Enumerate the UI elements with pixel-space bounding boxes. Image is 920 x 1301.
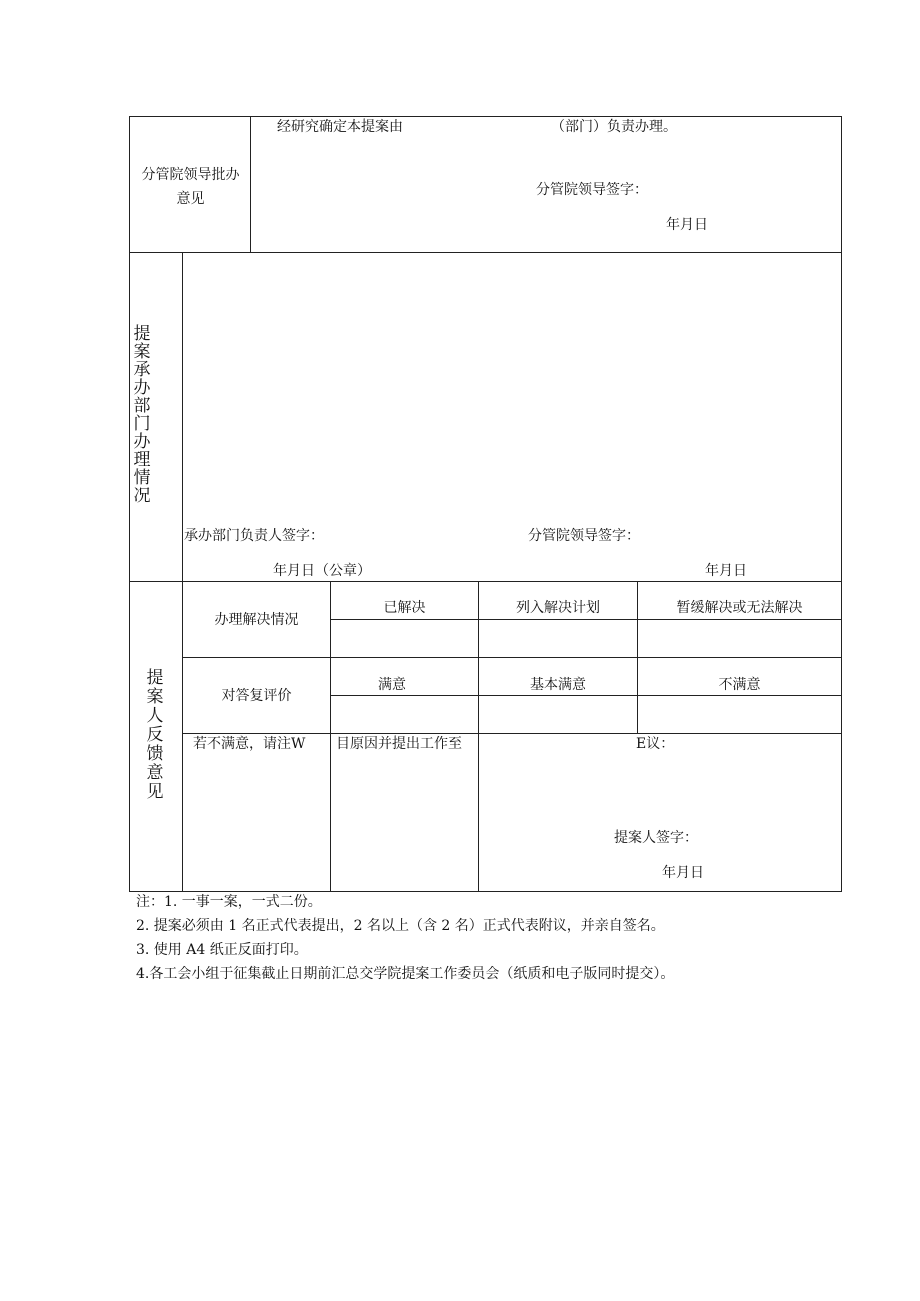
date-seal-label: 年月日（公章） <box>273 563 371 579</box>
row-divider <box>182 657 842 658</box>
table-border-left <box>129 116 130 892</box>
evaluation-checkbox-cell[interactable] <box>479 696 637 733</box>
column-divider <box>250 116 251 253</box>
evaluation-label: 对答复评价 <box>221 688 292 704</box>
date-label: 年月日 <box>666 217 708 233</box>
section-label-vertical: 提 案 承 办 部 门 办 理 情 况 <box>133 324 151 506</box>
date-label: 年月日 <box>705 563 747 579</box>
section-divider <box>129 252 842 253</box>
resolution-checkbox-cell[interactable] <box>638 620 841 657</box>
resolution-label: 办理解决情况 <box>214 612 299 628</box>
leader-signature-label: 分管院领导签字： <box>536 182 648 198</box>
approval-text-prefix: 经研究确定本提案由 <box>277 119 403 135</box>
evaluation-checkbox-cell[interactable] <box>638 696 841 733</box>
table-border-top <box>129 116 842 117</box>
table-border-right <box>841 116 842 892</box>
resolution-checkbox-cell[interactable] <box>479 620 637 657</box>
section-label-vertical: 提 案 人 反 馈 意 见 <box>146 668 164 802</box>
note-line: 2. 提案必须由 1 名正式代表提出，2 名以上（含 2 名）正式代表附议，并亲自签名。 <box>136 918 665 934</box>
row-divider <box>182 733 842 734</box>
column-divider <box>182 252 183 892</box>
unsatisfied-instruction: 若不满意，请注W <box>193 736 306 752</box>
section-divider <box>129 581 842 582</box>
dept-head-signature-label: 承办部门负责人签字： <box>184 528 324 544</box>
resolution-option: 已解决 <box>383 600 426 616</box>
evaluation-option: 满意 <box>378 677 406 693</box>
resolution-option: 列入解决计划 <box>516 600 600 616</box>
note-line: 4.各工会小组于征集截止日期前汇总交学院提案工作委员会（纸质和电子版同时提交）。 <box>136 966 675 982</box>
section-label: 分管院领导批办 意见 <box>141 167 240 207</box>
resolution-checkbox-cell[interactable] <box>331 620 478 657</box>
table-border-bottom <box>129 891 842 892</box>
note-line: 注：1. 一事一案，一式二份。 <box>136 894 322 910</box>
unsatisfied-instruction: 目原因并提出工作至 <box>336 736 462 752</box>
date-label: 年月日 <box>662 865 704 881</box>
unsatisfied-instruction: E议： <box>636 736 675 752</box>
approval-text-suffix: （部门）负责办理。 <box>551 119 677 135</box>
proposer-signature-label: 提案人签字： <box>614 830 698 846</box>
note-line: 3. 使用 A4 纸正反面打印。 <box>136 942 308 958</box>
resolution-option: 暂缓解决或无法解决 <box>676 600 803 616</box>
evaluation-option: 基本满意 <box>530 677 586 693</box>
leader-signature-label: 分管院领导签字： <box>528 528 640 544</box>
evaluation-checkbox-cell[interactable] <box>331 696 478 733</box>
evaluation-option: 不满意 <box>718 677 761 693</box>
